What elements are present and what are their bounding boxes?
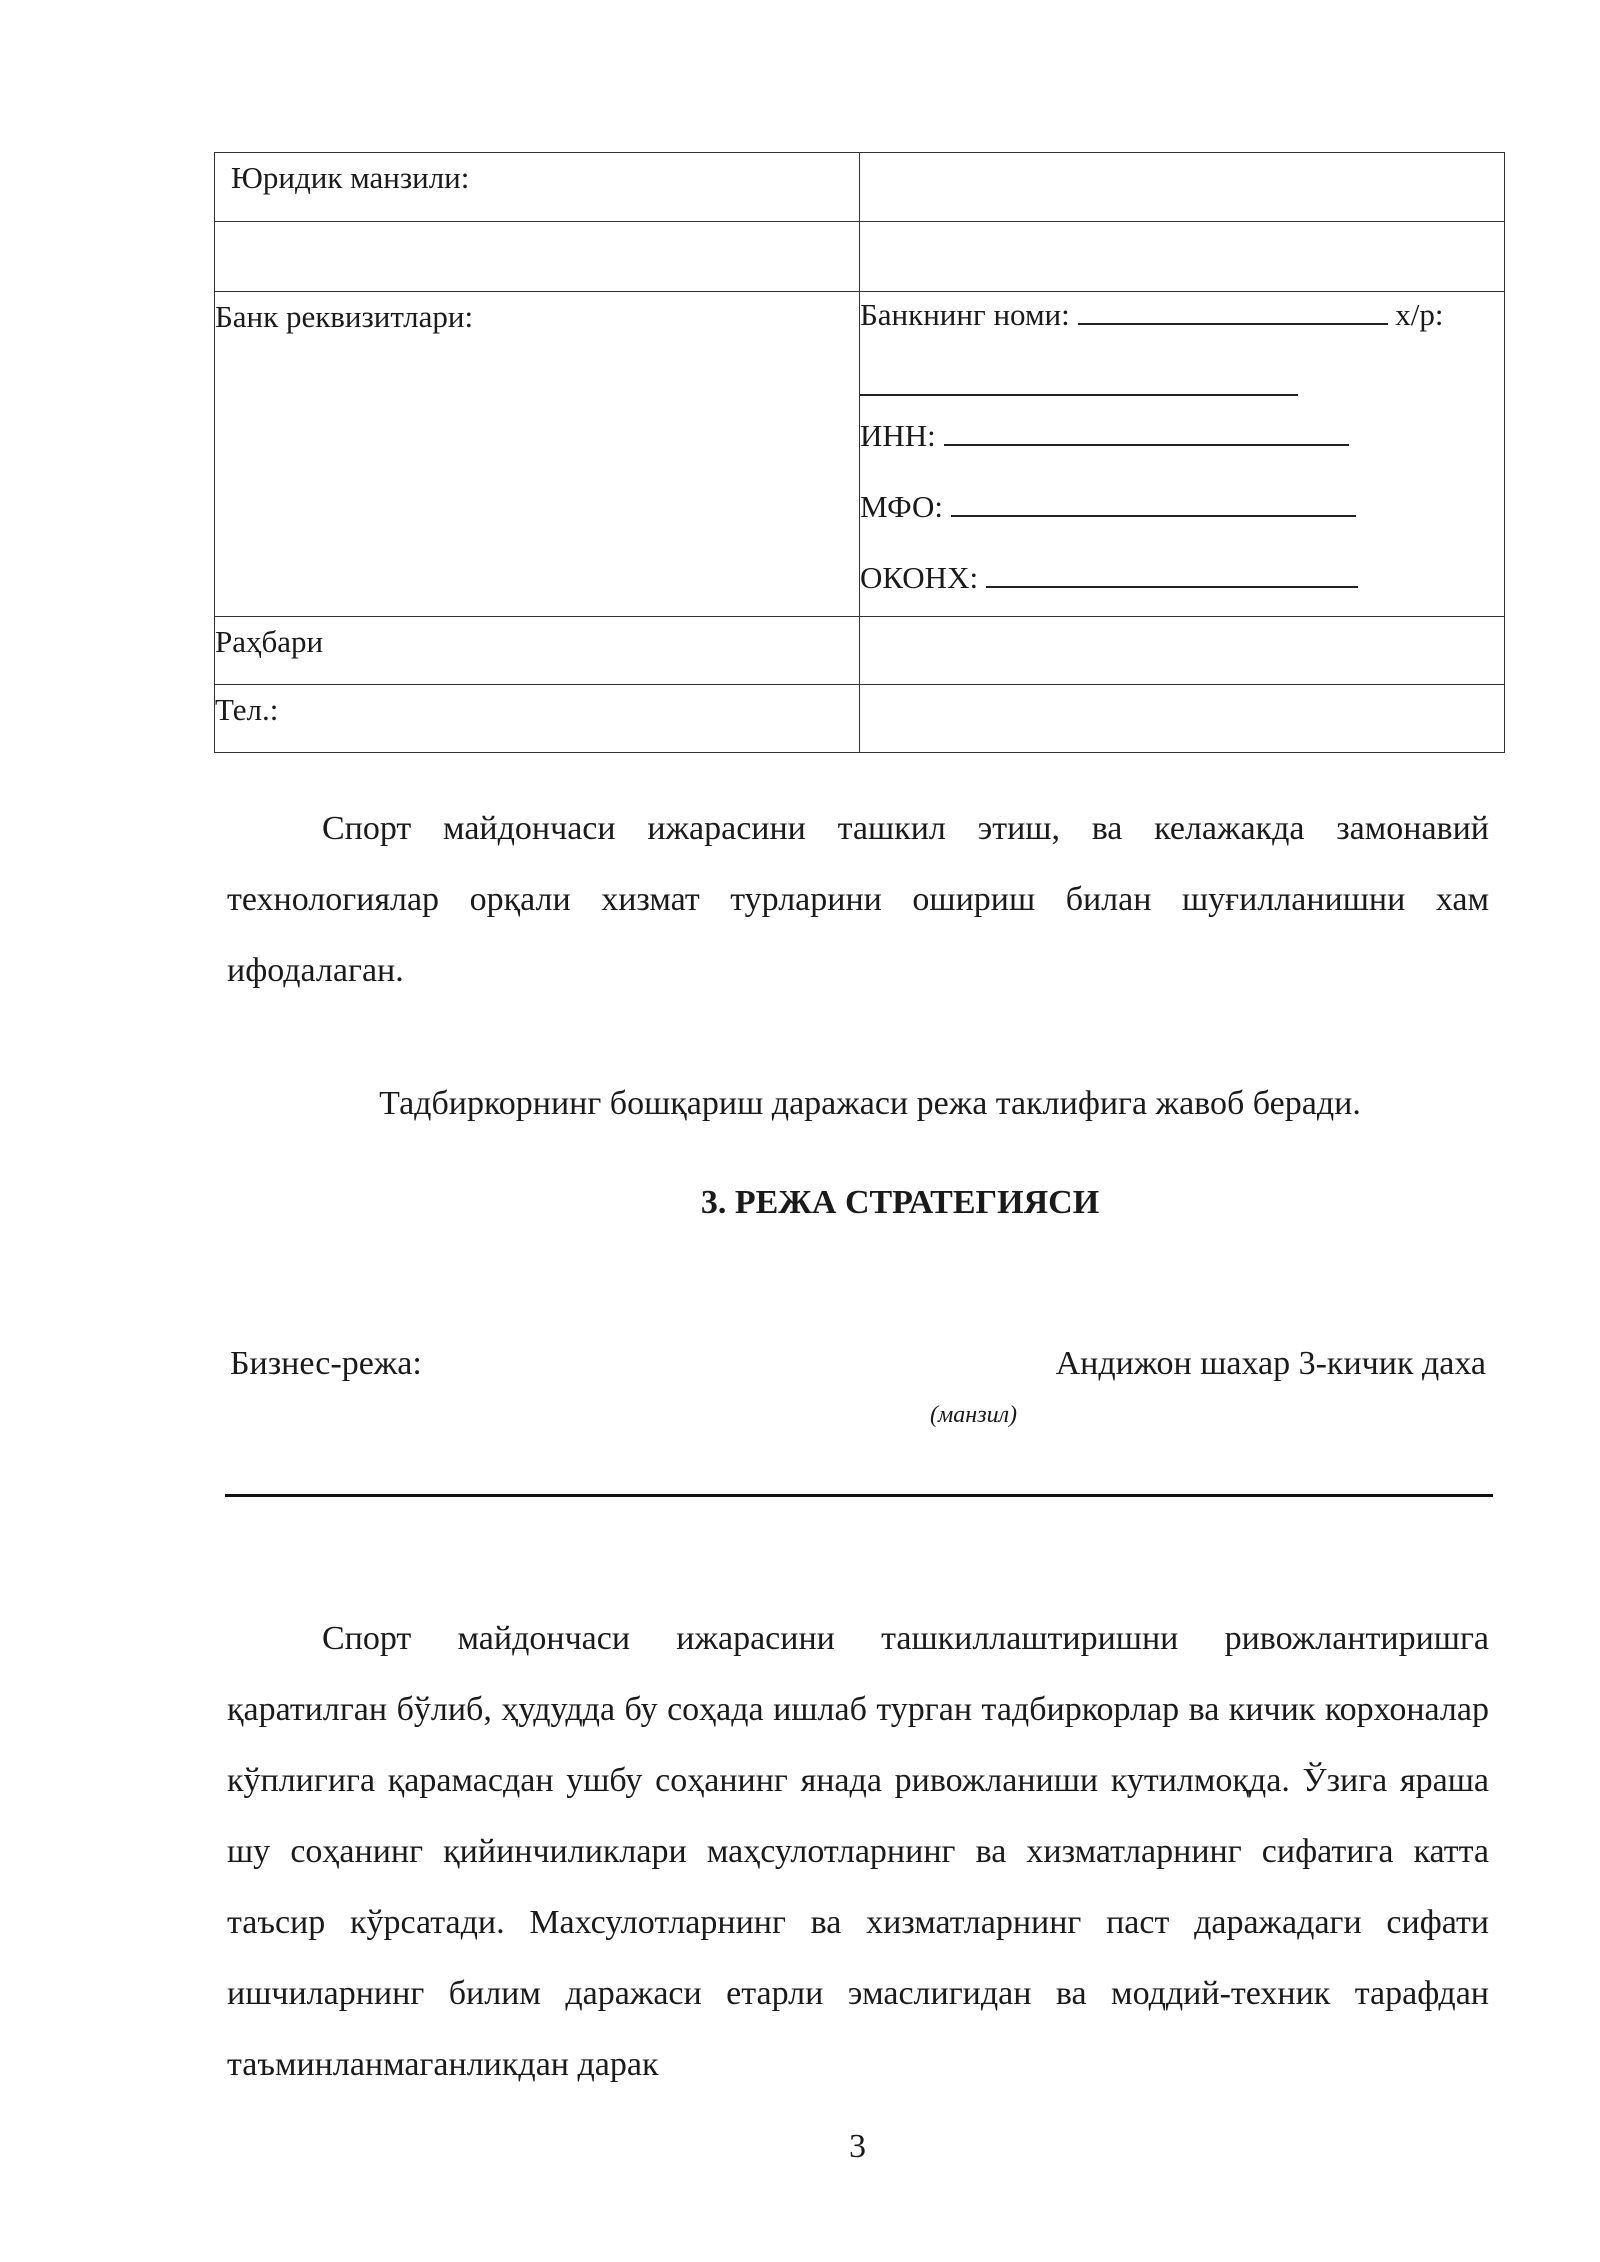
table-row [215, 617, 1505, 685]
account-line [860, 367, 1504, 417]
okonh-line [860, 559, 1504, 609]
empty-cell [215, 222, 860, 292]
address-caption: (манзил) [930, 1402, 1018, 1428]
bank-name-line [860, 296, 1504, 367]
mfo-label: МФО: [860, 489, 944, 524]
blank-line [986, 560, 1358, 588]
director-value-cell [860, 617, 1505, 685]
legal-address-label: Юридик манзили: [231, 160, 470, 195]
address-value: Андижон шахар 3-кичик даха [1055, 1345, 1486, 1382]
table-cell [215, 292, 860, 617]
blank-line [860, 368, 1298, 396]
bank-name-label: Банкнинг номи: [860, 297, 1070, 332]
table-cell [215, 153, 860, 222]
management-statement: Тадбиркорнинг бошқариш даражаси режа таклифига жавоб беради. [379, 1085, 1361, 1122]
section-heading: 3. РЕЖА СТРАТЕГИЯСИ [700, 1184, 1100, 1221]
bank-details-cell [860, 292, 1505, 617]
account-label: х/р: [1395, 297, 1444, 332]
blank-line [951, 489, 1356, 517]
okonh-label: ОКОНХ: [860, 560, 979, 595]
table-row [215, 153, 1505, 222]
page-number: 3 [849, 2128, 866, 2165]
table-row [215, 685, 1505, 753]
inn-label: ИНН: [860, 418, 936, 453]
phone-label: Тел.: [215, 692, 279, 727]
horizontal-rule [225, 1494, 1493, 1497]
phone-value-cell [860, 685, 1505, 753]
director-label: Раҳбари [215, 624, 324, 659]
table-row [215, 292, 1505, 617]
blank-line [944, 418, 1349, 446]
bank-details-label: Банк реквизитлари: [215, 299, 474, 334]
empty-cell [860, 222, 1505, 292]
requisites-table [214, 152, 1505, 753]
body-paragraph: Спорт майдончаси ижарасини ташкиллаштиришни ривожлантиришга қаратилган бўлиб, ҳудудда бу соҳада ишлаб турган тадбиркорлар ва кичик корхоналар кўплигига қарамасдан ушбу соҳанинг янада ривожланиши кутилмоқда. Ўзига яраша шу соҳанинг қийинчиликлари маҳсулотларнинг ва хизматларнинг сифатига катта таъсир кўрсатади. Махсулотларнинг ва хизматларнинг паст даражадаги сифати ишчиларнинг билим даражаси етарли эмаслигидан ва моддий-техник тарафдан таъминланмаганликдан дарак [227, 1620, 1489, 2083]
legal-address-value-cell [860, 153, 1505, 222]
inn-line [860, 417, 1504, 488]
business-plan-label: Бизнес-режа: [230, 1345, 422, 1382]
mfo-line [860, 488, 1504, 559]
table-cell [215, 617, 860, 685]
table-cell [215, 685, 860, 753]
blank-line [1078, 297, 1388, 325]
table-row [215, 222, 1505, 292]
intro-paragraph: Спорт майдончаси ижарасини ташкил этиш, ва келажакда замонавий технологиялар орқали хизмат турларини ошириш билан шуғилланишни хам ифодалаган. [227, 810, 1489, 989]
